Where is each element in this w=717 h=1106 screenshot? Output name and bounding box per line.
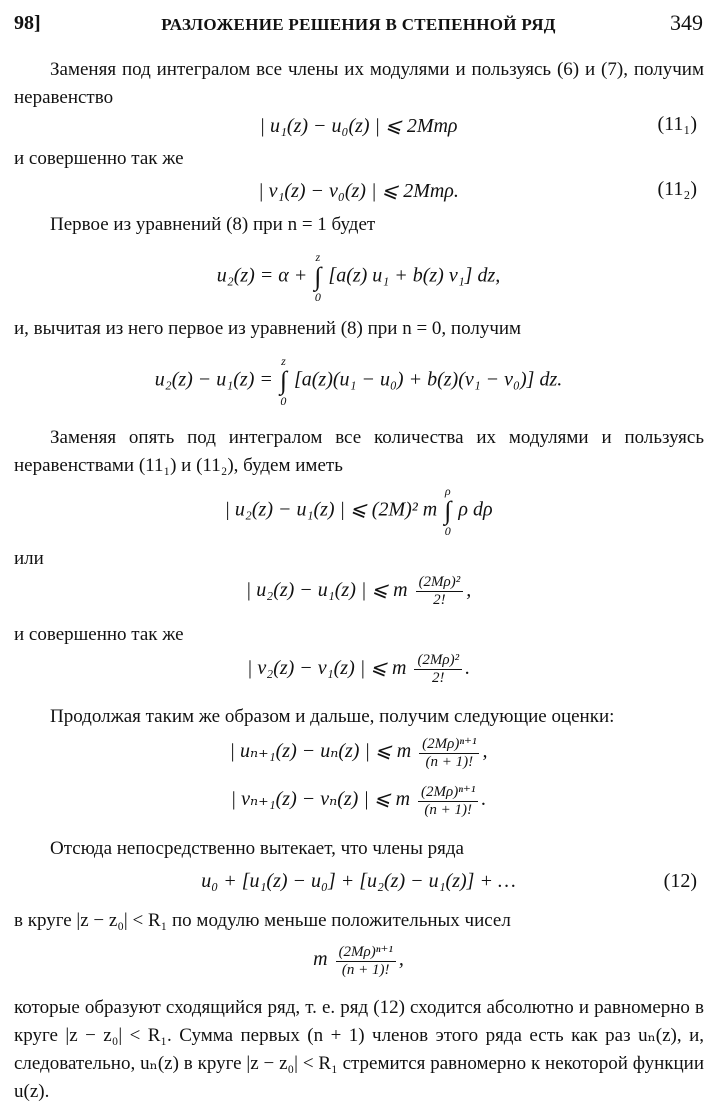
paragraph-7: и совершенно так же: [14, 624, 184, 645]
fraction-numerator: (2Mρ)ⁿ⁺¹: [418, 782, 478, 802]
paragraph-6: или: [14, 548, 44, 569]
fraction-denominator: (n + 1)!: [424, 802, 472, 818]
integral-sign: [444, 484, 451, 538]
equation-end: ,: [482, 740, 488, 763]
equation-12: [0, 870, 717, 893]
page-number: 349: [670, 10, 703, 35]
equation-u-n-estimate: [0, 734, 717, 771]
equation-lhs: | u₂(z) − u₁(z) | ⩽ m: [245, 579, 408, 602]
paragraph-8: Продолжая таким же образом и дальше, получим следующие оценки:: [50, 706, 615, 727]
integral-upper-limit: z: [315, 250, 321, 264]
equation-12-body: u₀ + [u₁(z) − u₀] + [u₂(z) − u₁(z)] + …: [201, 870, 516, 892]
paragraph-9: Отсюда непосредственно вытекает, что члены ряда: [50, 838, 464, 859]
equation-u-second-estimate: [0, 574, 717, 609]
section-number: 98]: [14, 12, 41, 34]
fraction-denominator: 2!: [432, 670, 445, 686]
equation-bound-terms: [0, 942, 717, 979]
paragraph-5: Заменяя опять под интегралом все количества их модулями и пользуясь неравенствами (11₁) и (11₂), будем иметь: [14, 427, 704, 476]
paragraph-3: Первое из уравнений (8) при n = 1 будет: [50, 214, 376, 235]
fraction: [418, 782, 478, 819]
equation-end: ,: [466, 579, 472, 602]
paragraph-10: в круге |z − z₀| < R₁ по модулю меньше положительных чисел: [14, 910, 511, 931]
equation-number-11-2: (11₂): [657, 178, 697, 200]
fraction-numerator: (2Mρ)²: [416, 574, 464, 592]
equation-estimate-rhs: ρ dρ: [458, 498, 493, 521]
equation-number-11-1: (11₁): [657, 113, 697, 135]
equation-u2-u1-rhs: [a(z)(u₁ − u₀) + b(z)(v₁ − v₀)] dz.: [293, 368, 563, 391]
equation-u2-u1-lhs: u₂(z) − u₁(z) =: [154, 368, 273, 391]
integral-symbol: ∫: [279, 366, 287, 395]
fraction-denominator: 2!: [433, 592, 446, 608]
equation-v-n-estimate: [0, 782, 717, 819]
equation-u2-lhs: u₂(z) = α +: [216, 264, 308, 287]
integral-symbol: ∫: [444, 496, 452, 525]
integral-lower-limit: 0: [280, 394, 287, 408]
equation-11-2-body: | v₁(z) − v₀(z) | ⩽ 2Mmρ.: [258, 180, 459, 202]
integral-lower-limit: 0: [314, 290, 321, 304]
paragraph-11: которые образуют сходящийся ряд, т. е. ряд (12) сходится абсолютно и равномерно в круге |z − z₀| < R₁. Сумма первых (n + 1) членов этого ряда есть как раз uₙ(z), и, следовательно, uₙ(z) в круге |z − z₀| < R₁ стремится равномерно к некоторой функции u(z).: [14, 997, 704, 1102]
fraction-denominator: (n + 1)!: [341, 962, 390, 978]
equation-11-1-body: | u₁(z) − u₀(z) | ⩽ 2Mmρ: [259, 115, 458, 137]
equation-estimate-integral: [0, 484, 717, 538]
fraction-numerator: (2Mρ)ⁿ⁺¹: [419, 734, 479, 754]
paragraph-1: Заменяя под интегралом все члены их модулями и пользуясь (6) и (7), получим неравенство: [14, 59, 704, 108]
integral-lower-limit: 0: [444, 524, 451, 538]
equation-u2-u1: [0, 354, 717, 408]
integral-upper-limit: z: [281, 354, 286, 368]
integral-sign: [314, 250, 321, 304]
equation-v-second-estimate: [0, 652, 717, 687]
equation-estimate-lhs: | u₂(z) − u₁(z) | ⩽ (2M)² m: [224, 498, 438, 521]
equation-lhs: | uₙ₊₁(z) − uₙ(z) | ⩽ m: [229, 740, 412, 763]
equation-end: .: [465, 657, 471, 680]
equation-lhs: | vₙ₊₁(z) − vₙ(z) | ⩽ m: [230, 788, 411, 811]
equation-u2: [0, 250, 717, 304]
integral-symbol: ∫: [314, 262, 322, 291]
running-title: РАЗЛОЖЕНИЕ РЕШЕНИЯ В СТЕПЕННОЙ РЯД: [161, 15, 556, 34]
equation-lhs: m: [313, 948, 328, 971]
equation-end: ,: [398, 948, 404, 971]
fraction-numerator: (2Mρ)²: [414, 652, 462, 670]
fraction-numerator: (2Mρ)ⁿ⁺¹: [336, 942, 396, 962]
fraction: [416, 574, 464, 609]
equation-number-12: (12): [663, 870, 697, 892]
integral-upper-limit: ρ: [444, 484, 451, 498]
fraction: [419, 734, 479, 771]
paragraph-4: и, вычитая из него первое из уравнений (8) при n = 0, получим: [14, 318, 522, 339]
paragraph-2: и совершенно так же: [14, 148, 184, 169]
equation-11-1: [0, 113, 717, 138]
equation-lhs: | v₂(z) − v₁(z) | ⩽ m: [246, 657, 407, 680]
integral-sign: [280, 354, 287, 408]
fraction: [336, 942, 396, 979]
equation-u2-rhs: [a(z) u₁ + b(z) v₁] dz,: [328, 264, 501, 287]
equation-11-2: [0, 178, 717, 203]
fraction-denominator: (n + 1)!: [425, 754, 474, 770]
equation-end: .: [481, 788, 487, 811]
fraction: [414, 652, 462, 687]
